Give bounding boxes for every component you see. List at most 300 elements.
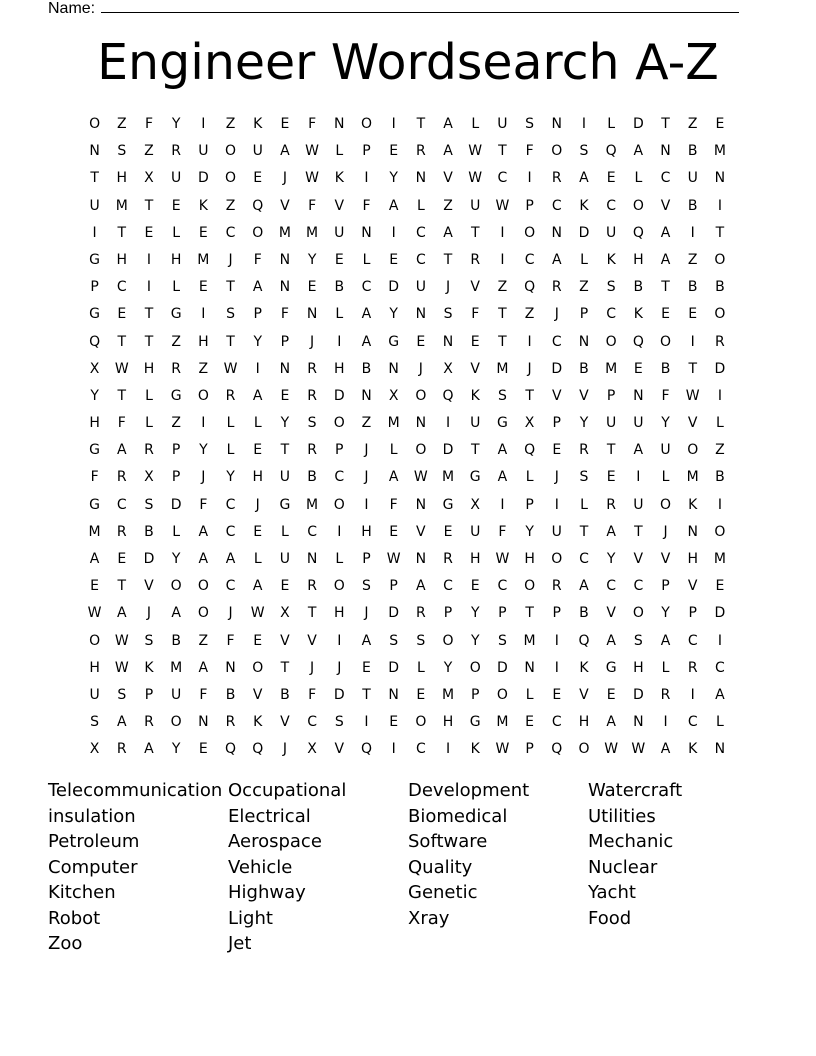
grid-letter: L — [145, 387, 153, 404]
grid-letter: P — [389, 578, 398, 595]
grid-letter: F — [498, 523, 507, 540]
grid-letter: J — [228, 251, 233, 268]
grid-row — [81, 167, 734, 194]
grid-letter: U — [171, 686, 182, 703]
grid-letter: H — [633, 251, 644, 268]
grid-letter: O — [360, 116, 372, 132]
grid-letter: T — [226, 279, 235, 296]
grid-letter: J — [337, 659, 342, 676]
grid-letter: A — [633, 143, 644, 160]
grid-letter: L — [525, 469, 534, 486]
grid-row — [81, 494, 734, 521]
grid-letter: K — [470, 387, 480, 404]
grid-letter: U — [89, 686, 100, 703]
grid-letter: V — [280, 197, 290, 214]
grid-letter: W — [305, 143, 320, 160]
grid-letter: F — [525, 143, 534, 160]
grid-letter: V — [416, 523, 426, 540]
grid-letter: A — [361, 333, 372, 350]
grid-row — [81, 222, 734, 249]
grid-letter: I — [554, 496, 559, 513]
grid-letter: U — [171, 170, 182, 187]
grid-letter: A — [144, 741, 154, 758]
grid-letter: S — [144, 496, 154, 513]
grid-letter: R — [687, 659, 698, 676]
grid-letter: P — [90, 279, 99, 296]
grid-letter: A — [198, 551, 209, 567]
grid-letter: V — [252, 686, 263, 703]
word-column — [588, 778, 768, 957]
grid-letter: I — [690, 686, 695, 703]
grid-letter: J — [445, 279, 451, 296]
word-list — [48, 778, 768, 957]
grid-letter: R — [116, 523, 127, 540]
grid-letter: R — [470, 251, 481, 268]
grid-letter: G — [469, 469, 481, 486]
grid-letter: C — [633, 578, 644, 595]
grid-letter: Y — [606, 551, 616, 567]
grid-letter: V — [606, 605, 616, 622]
grid-letter: E — [334, 251, 344, 268]
grid-letter: R — [144, 442, 154, 459]
grid-letter: E — [633, 360, 643, 377]
grid-letter: P — [552, 605, 561, 622]
grid-letter: R — [715, 333, 725, 350]
grid-letter: C — [687, 632, 698, 649]
grid-letter: N — [415, 306, 427, 323]
grid-row — [81, 303, 734, 330]
grid-letter: A — [252, 387, 263, 404]
grid-letter: C — [443, 578, 453, 595]
grid-letter: M — [88, 523, 101, 540]
grid-letter: Q — [225, 741, 237, 758]
grid-letter: B — [715, 279, 725, 296]
grid-letter: J — [255, 496, 260, 513]
grid-letter: I — [337, 523, 342, 540]
grid-letter: B — [687, 279, 698, 296]
grid-letter: C — [415, 251, 426, 268]
grid-letter: I — [717, 496, 722, 513]
grid-letter: K — [144, 659, 154, 676]
grid-letter: D — [578, 224, 590, 241]
word-list-item: Jet — [228, 933, 252, 954]
grid-letter: N — [633, 387, 644, 404]
grid-letter: L — [716, 714, 724, 731]
word-list-item: Petroleum — [48, 831, 140, 852]
grid-letter: N — [714, 170, 726, 187]
grid-letter: T — [470, 224, 480, 241]
word-list-item: Zoo — [48, 933, 83, 954]
grid-letter: R — [551, 279, 562, 296]
grid-letter: I — [201, 306, 206, 323]
grid-letter: C — [660, 170, 671, 187]
grid-letter: T — [117, 224, 127, 241]
grid-letter: I — [337, 632, 342, 649]
grid-row — [81, 738, 734, 765]
grid-letter: D — [551, 360, 563, 377]
grid-letter: H — [524, 551, 535, 567]
word-list-item: Utilities — [588, 805, 656, 827]
grid-letter: N — [415, 496, 427, 513]
grid-letter: P — [171, 442, 181, 459]
grid-letter: A — [171, 605, 181, 622]
grid-letter: J — [282, 170, 287, 187]
grid-row — [81, 684, 734, 711]
grid-letter: T — [498, 333, 507, 350]
grid-row — [81, 331, 734, 358]
grid-row — [81, 630, 734, 657]
grid-letter: B — [687, 197, 698, 214]
grid-letter: E — [389, 523, 399, 540]
grid-letter: N — [442, 333, 454, 350]
grid-letter: A — [116, 605, 127, 622]
grid-letter: C — [551, 714, 562, 731]
grid-letter: Y — [199, 442, 208, 459]
grid-letter: E — [661, 306, 670, 323]
grid-letter: O — [170, 578, 182, 595]
grid-letter: E — [198, 224, 208, 241]
grid-letter: K — [470, 741, 480, 758]
grid-letter: W — [250, 605, 265, 622]
grid-letter: O — [551, 143, 563, 160]
grid-letter: N — [415, 170, 427, 187]
grid-letter: Q — [632, 224, 644, 241]
grid-letter: R — [660, 686, 671, 703]
grid-letter: O — [252, 224, 264, 241]
grid-letter: Z — [524, 306, 535, 323]
grid-letter: L — [634, 170, 643, 187]
grid-letter: Y — [226, 469, 235, 486]
grid-letter: J — [364, 442, 369, 459]
grid-row — [81, 113, 734, 140]
grid-letter: K — [253, 714, 263, 731]
grid-letter: M — [306, 224, 319, 241]
grid-letter: N — [415, 415, 427, 432]
grid-letter: U — [415, 279, 426, 296]
grid-letter: T — [117, 387, 127, 404]
grid-letter: Q — [632, 333, 644, 350]
grid-letter: G — [442, 496, 454, 513]
grid-row — [81, 358, 734, 385]
grid-letter: S — [579, 469, 589, 486]
word-list-item: Software — [408, 831, 488, 852]
grid-letter: R — [415, 605, 426, 622]
grid-letter: Y — [171, 116, 181, 132]
grid-letter: J — [228, 605, 233, 622]
grid-letter: G — [279, 496, 291, 513]
grid-letter: S — [606, 279, 616, 296]
grid-letter: Y — [171, 551, 181, 567]
grid-letter: T — [280, 442, 290, 459]
grid-letter: V — [470, 279, 480, 296]
grid-letter: M — [387, 415, 400, 432]
grid-letter: A — [225, 551, 236, 567]
grid-letter: X — [144, 469, 154, 486]
grid-letter: O — [333, 496, 345, 513]
grid-letter: P — [171, 469, 181, 486]
grid-letter: A — [252, 578, 263, 595]
grid-letter: B — [225, 686, 236, 703]
grid-letter: I — [500, 496, 505, 513]
grid-letter: R — [443, 551, 453, 567]
grid-letter: W — [495, 197, 510, 214]
word-list-item: Nuclear — [588, 856, 658, 878]
grid-letter: A — [497, 469, 508, 486]
grid-letter: N — [633, 714, 644, 731]
grid-letter: E — [198, 279, 208, 296]
grid-letter: Z — [198, 632, 209, 649]
grid-letter: Y — [171, 741, 181, 758]
grid-letter: A — [660, 632, 671, 649]
grid-letter: M — [306, 496, 319, 513]
grid-letter: P — [253, 306, 262, 323]
grid-letter: F — [90, 469, 99, 486]
grid-letter: L — [335, 143, 344, 160]
grid-letter: M — [523, 632, 536, 649]
grid-letter: T — [144, 306, 154, 323]
grid-letter: O — [415, 714, 427, 731]
grid-row — [81, 195, 734, 222]
grid-letter: I — [146, 251, 152, 268]
grid-letter: X — [89, 360, 100, 377]
grid-row — [81, 439, 734, 466]
grid-letter: T — [144, 197, 154, 214]
grid-letter: C — [415, 741, 426, 758]
grid-letter: Q — [551, 741, 563, 758]
grid-letter: Z — [687, 251, 698, 268]
grid-letter: C — [307, 523, 317, 540]
grid-letter: D — [333, 686, 345, 703]
word-list-item: Robot — [48, 907, 101, 929]
grid-letter: M — [496, 360, 509, 377]
grid-letter: E — [606, 469, 616, 486]
grid-letter: H — [442, 714, 454, 731]
grid-letter: O — [605, 333, 617, 350]
grid-letter: P — [443, 605, 453, 622]
grid-letter: W — [495, 741, 510, 758]
grid-letter: J — [146, 605, 152, 622]
grid-letter: T — [362, 686, 371, 703]
grid-letter: T — [117, 578, 127, 595]
grid-letter: Q — [524, 279, 536, 296]
grid-letter: C — [524, 251, 535, 268]
grid-letter: E — [470, 578, 480, 595]
grid-letter: Y — [389, 306, 398, 323]
grid-letter: U — [198, 143, 209, 160]
grid-letter: W — [413, 469, 428, 486]
grid-letter: I — [364, 496, 369, 513]
grid-letter: R — [415, 143, 426, 160]
grid-letter: K — [688, 496, 698, 513]
grid-letter: N — [551, 224, 563, 241]
grid-letter: C — [606, 197, 617, 214]
grid-letter: V — [280, 714, 290, 731]
word-list-item: Telecommunication — [48, 780, 223, 801]
grid-letter: M — [496, 714, 509, 731]
grid-letter: M — [713, 143, 726, 160]
grid-letter: U — [252, 143, 263, 160]
grid-letter: L — [362, 251, 371, 268]
grid-letter: H — [89, 659, 100, 676]
grid-letter: D — [170, 496, 182, 513]
grid-letter: L — [471, 116, 480, 132]
grid-letter: E — [307, 279, 317, 296]
grid-letter: H — [170, 251, 182, 268]
grid-letter: Q — [578, 632, 590, 649]
grid-letter: A — [89, 551, 100, 567]
grid-letter: P — [335, 442, 344, 459]
word-list-item: Mechanic — [588, 831, 674, 852]
grid-letter: X — [307, 741, 317, 758]
grid-letter: I — [581, 116, 587, 132]
grid-letter: I — [391, 741, 396, 758]
grid-row — [81, 249, 734, 276]
grid-letter: P — [688, 605, 697, 622]
grid-letter: A — [388, 197, 399, 214]
grid-letter: J — [663, 523, 668, 540]
grid-letter: U — [606, 415, 617, 432]
grid-letter: C — [334, 469, 345, 486]
grid-letter: J — [201, 469, 206, 486]
grid-letter: W — [495, 551, 510, 567]
grid-letter: W — [114, 632, 129, 649]
word-list-item: Kitchen — [48, 882, 116, 903]
word-list-item: Food — [588, 907, 632, 929]
grid-letter: G — [89, 442, 101, 459]
grid-letter: L — [172, 224, 181, 241]
grid-letter: Q — [360, 741, 372, 758]
grid-letter: W — [631, 741, 646, 758]
grid-letter: C — [225, 224, 236, 241]
grid-letter: P — [525, 741, 534, 758]
grid-letter: Q — [442, 387, 454, 404]
grid-letter: R — [551, 170, 562, 187]
grid-letter: I — [527, 333, 532, 350]
grid-letter: N — [388, 686, 399, 703]
grid-letter: U — [89, 197, 100, 214]
grid-letter: O — [714, 251, 726, 268]
grid-letter: E — [525, 714, 535, 731]
grid-letter: U — [334, 224, 345, 241]
grid-letter: L — [416, 659, 425, 676]
grid-letter: T — [280, 659, 290, 676]
grid-letter: R — [307, 360, 317, 377]
grid-letter: N — [687, 523, 698, 540]
grid-letter: O — [415, 387, 427, 404]
grid-letter: A — [198, 659, 209, 676]
grid-letter: L — [253, 551, 262, 567]
grid-letter: O — [225, 143, 237, 160]
grid-letter: O — [197, 605, 209, 622]
grid-letter: P — [144, 686, 154, 703]
grid-letter: T — [443, 251, 453, 268]
grid-letter: H — [687, 551, 698, 567]
grid-letter: I — [364, 170, 369, 187]
grid-letter: E — [606, 686, 616, 703]
grid-row — [81, 466, 734, 493]
grid-letter: U — [497, 116, 508, 132]
grid-letter: Y — [443, 659, 453, 676]
grid-letter: A — [361, 632, 372, 649]
grid-letter: O — [442, 632, 454, 649]
grid-letter: Z — [116, 116, 127, 132]
grid-letter: A — [361, 306, 372, 323]
grid-letter: J — [527, 360, 532, 377]
grid-letter: Y — [661, 415, 670, 432]
grid-letter: N — [388, 360, 399, 377]
grid-letter: Z — [443, 197, 453, 214]
grid-letter: Z — [361, 415, 372, 432]
grid-letter: L — [172, 523, 181, 540]
grid-letter: W — [114, 659, 129, 676]
grid-letter: S — [579, 143, 589, 160]
grid-letter: N — [551, 116, 563, 132]
page-title: Engineer Wordsearch A-Z — [97, 34, 719, 91]
grid-letter: H — [578, 714, 590, 731]
grid-letter: T — [525, 387, 534, 404]
grid-letter: E — [688, 306, 698, 323]
grid-letter: E — [715, 578, 725, 595]
grid-letter: Q — [89, 333, 101, 350]
grid-letter: D — [442, 442, 454, 459]
grid-letter: O — [687, 442, 699, 459]
grid-letter: O — [660, 333, 672, 350]
grid-letter: N — [279, 360, 291, 377]
grid-letter: A — [660, 741, 671, 758]
grid-letter: F — [308, 116, 317, 132]
grid-letter: T — [634, 523, 643, 540]
word-column — [408, 778, 588, 957]
grid-letter: C — [551, 333, 562, 350]
grid-letter: V — [443, 170, 453, 187]
grid-letter: F — [144, 116, 153, 132]
grid-letter: O — [469, 659, 481, 676]
grid-letter: T — [416, 116, 426, 132]
grid-letter: J — [282, 741, 287, 758]
grid-row — [81, 602, 734, 629]
grid-letter: X — [470, 496, 481, 513]
grid-letter: I — [554, 659, 559, 676]
grid-letter: I — [364, 714, 369, 731]
grid-letter: E — [389, 714, 399, 731]
grid-letter: T — [226, 333, 235, 350]
grid-letter: X — [144, 170, 154, 187]
grid-letter: A — [443, 224, 453, 241]
grid-letter: J — [554, 306, 559, 323]
grid-letter: C — [361, 279, 372, 296]
grid-letter: K — [579, 197, 589, 214]
grid-letter: Y — [470, 605, 480, 622]
grid-letter: E — [416, 333, 426, 350]
grid-row — [81, 575, 734, 602]
word-list-item: Computer — [48, 856, 138, 878]
grid-letter: N — [334, 116, 345, 132]
grid-letter: U — [633, 496, 644, 513]
grid-letter: H — [116, 170, 128, 187]
grid-letter: W — [305, 170, 320, 187]
grid-letter: T — [661, 116, 670, 132]
grid-letter: C — [225, 523, 236, 540]
grid-letter: I — [146, 279, 152, 296]
grid-letter: R — [225, 714, 236, 731]
grid-letter: L — [226, 442, 235, 459]
grid-letter: X — [89, 741, 100, 758]
grid-letter: I — [500, 224, 505, 241]
grid-letter: G — [496, 415, 508, 432]
grid-letter: H — [469, 551, 481, 567]
grid-letter: O — [197, 578, 209, 595]
grid-letter: O — [524, 578, 536, 595]
